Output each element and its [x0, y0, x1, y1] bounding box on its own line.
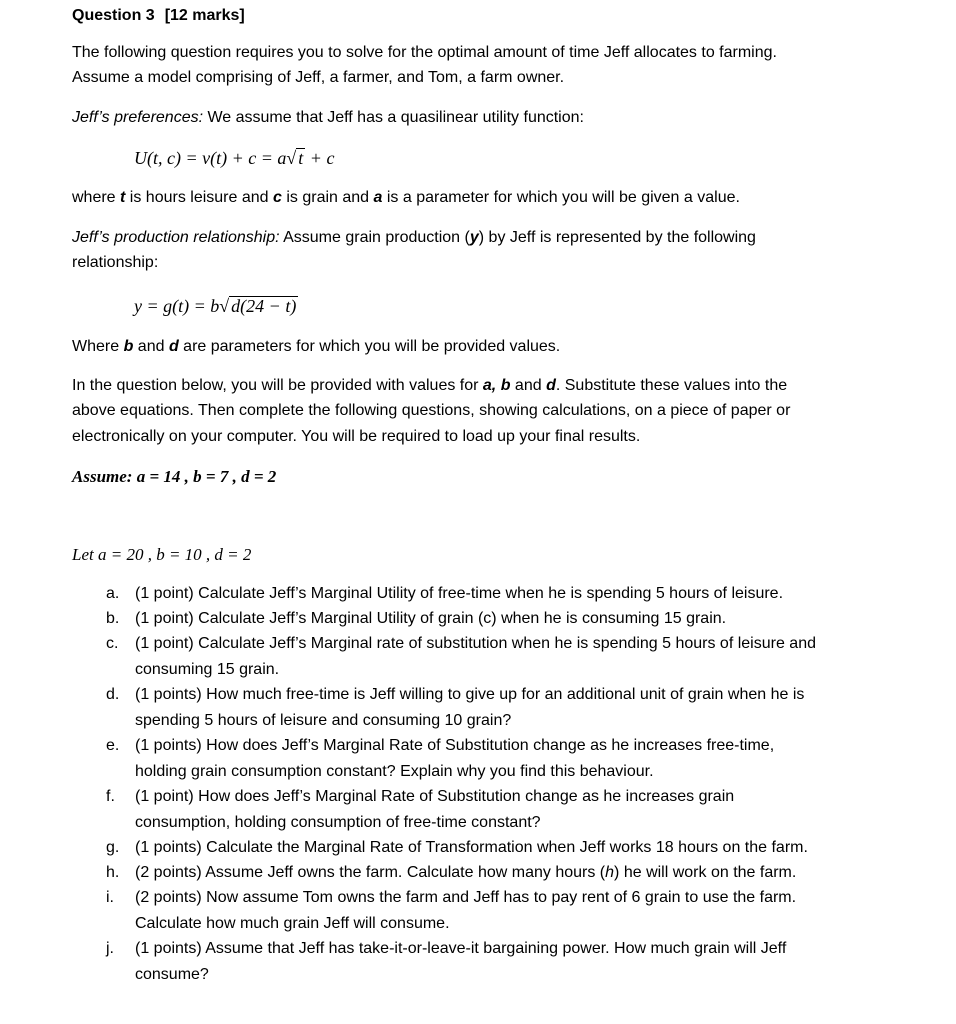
- question-text: (1 points) Assume that Jeff has take-it-or-leave-it bargaining power. How much grain will Jeff: [135, 940, 787, 957]
- instr-var-d: d: [546, 377, 556, 394]
- production-paragraph: [72, 227, 756, 249]
- utility-equation-lhs: U(t, c) = v(t) + c = a: [134, 148, 287, 168]
- production-equation: [134, 295, 298, 317]
- question-text: (1 point) Calculate Jeff’s Marginal Utility of grain (c) when he is consuming 15 grain.: [135, 610, 727, 627]
- var-t: t: [120, 189, 126, 206]
- question-text-part: (2 points) Assume Jeff owns the farm. Calculate how many hours (: [135, 864, 606, 881]
- where-definitions: [72, 187, 740, 209]
- question-text: (1 point) Calculate Jeff’s Marginal rate of substitution when he is spending 5 hours of leisure and: [135, 635, 816, 652]
- params-text-1: Where: [72, 338, 124, 355]
- utility-equation-radicand: t: [298, 148, 304, 168]
- question-letter: a.: [106, 585, 120, 602]
- question-text-cont: consuming 15 grain.: [135, 661, 280, 678]
- question-marks: [12 marks]: [164, 7, 245, 24]
- question-text-cont: consumption, holding consumption of free-time constant?: [135, 814, 541, 831]
- production-text-b: ) by Jeff is represented by the following: [478, 229, 756, 246]
- parameters-sentence: [72, 336, 560, 358]
- question-number: Question 3: [72, 7, 155, 24]
- preferences-label: Jeff’s preferences:: [72, 109, 204, 126]
- var-y: y: [469, 229, 479, 246]
- instr-var-b: b: [500, 377, 511, 394]
- question-letter: b.: [106, 610, 120, 627]
- question-text-cont: spending 5 hours of leisure and consuming 10 grain?: [135, 712, 512, 729]
- question-letter: d.: [106, 686, 120, 703]
- question-letter: c.: [106, 635, 119, 652]
- question-text: (1 points) How does Jeff’s Marginal Rate of Substitution change as he increases free-time,: [135, 737, 775, 754]
- question-letter: f.: [106, 788, 115, 805]
- intro-line-2: Assume a model comprising of Jeff, a farmer, and Tom, a farm owner.: [72, 69, 565, 86]
- question-text-cont: holding grain consumption constant? Explain why you find this behaviour.: [135, 763, 654, 780]
- question-text: (1 points) How much free-time is Jeff willing to give up for an additional unit of grain when he is: [135, 686, 805, 703]
- production-text-a: Assume grain production (: [279, 229, 470, 246]
- question-text: (1 point) How does Jeff’s Marginal Rate of Substitution change as he increases grain: [135, 788, 735, 805]
- intro-line-1: The following question requires you to solve for the optimal amount of time Jeff allocates to farming.: [72, 44, 777, 61]
- instr-text-c: and: [510, 377, 547, 394]
- utility-equation-rhs: + c: [309, 148, 335, 168]
- production-line-2: relationship:: [72, 254, 159, 271]
- params-text-3: are parameters for which you will be provided values.: [178, 338, 561, 355]
- sqrt-sign-2: √: [219, 296, 230, 316]
- production-equation-lhs: y = g(t) = b: [134, 296, 220, 316]
- where-text-3: is grain and: [281, 189, 374, 206]
- where-text-1: where: [72, 189, 121, 206]
- preferences-paragraph: [72, 107, 584, 129]
- instructions-line-2: above equations. Then complete the following questions, showing calculations, on a piece of paper or: [72, 402, 791, 419]
- var-b: b: [123, 338, 134, 355]
- question-text: (1 point) Calculate Jeff’s Marginal Utility of free-time when he is spending 5 hours of leisure.: [135, 585, 784, 602]
- question-letter: h.: [106, 864, 120, 881]
- var-d: d: [168, 338, 179, 355]
- utility-equation: [134, 147, 334, 169]
- instr-var-a: a,: [482, 377, 497, 394]
- instructions-line-1: [72, 375, 787, 397]
- instructions-line-3: electronically on your computer. You will be required to load up your final results.: [72, 428, 641, 445]
- params-text-2: and: [133, 338, 169, 355]
- question-text: [135, 860, 796, 885]
- preferences-text: We assume that Jeff has a quasilinear utility function:: [203, 109, 584, 126]
- question-text: (1 points) Calculate the Marginal Rate of Transformation when Jeff works 18 hours on the farm.: [135, 839, 808, 856]
- where-text-2: is hours leisure and: [125, 189, 273, 206]
- question-title: [72, 5, 245, 27]
- sqrt-sign: √: [286, 148, 297, 168]
- question-text: (2 points) Now assume Tom owns the farm and Jeff has to pay rent of 6 grain to use the farm.: [135, 889, 797, 906]
- instr-text-a: In the question below, you will be provided with values for: [72, 377, 483, 394]
- let-values: Let a = 20 , b = 10 , d = 2: [72, 545, 252, 564]
- question-text-part: ) he will work on the farm.: [614, 864, 797, 881]
- production-equation-radicand: d(24 − t): [231, 296, 297, 316]
- var-h: h: [605, 864, 615, 881]
- question-letter: g.: [106, 839, 120, 856]
- instr-text-d: . Substitute these values into the: [555, 377, 788, 394]
- question-text-cont: consume?: [135, 966, 209, 983]
- assume-values: Assume: a = 14 , b = 7 , d = 2: [72, 467, 277, 486]
- question-letter: j.: [106, 940, 114, 957]
- question-letter: e.: [106, 737, 120, 754]
- var-a: a: [373, 189, 383, 206]
- var-c: c: [273, 189, 282, 206]
- production-label: Jeff’s production relationship:: [72, 229, 280, 246]
- question-letter: i.: [106, 889, 114, 906]
- where-text-4: is a parameter for which you will be given a value.: [382, 189, 740, 206]
- question-text-cont: Calculate how much grain Jeff will consume.: [135, 915, 450, 932]
